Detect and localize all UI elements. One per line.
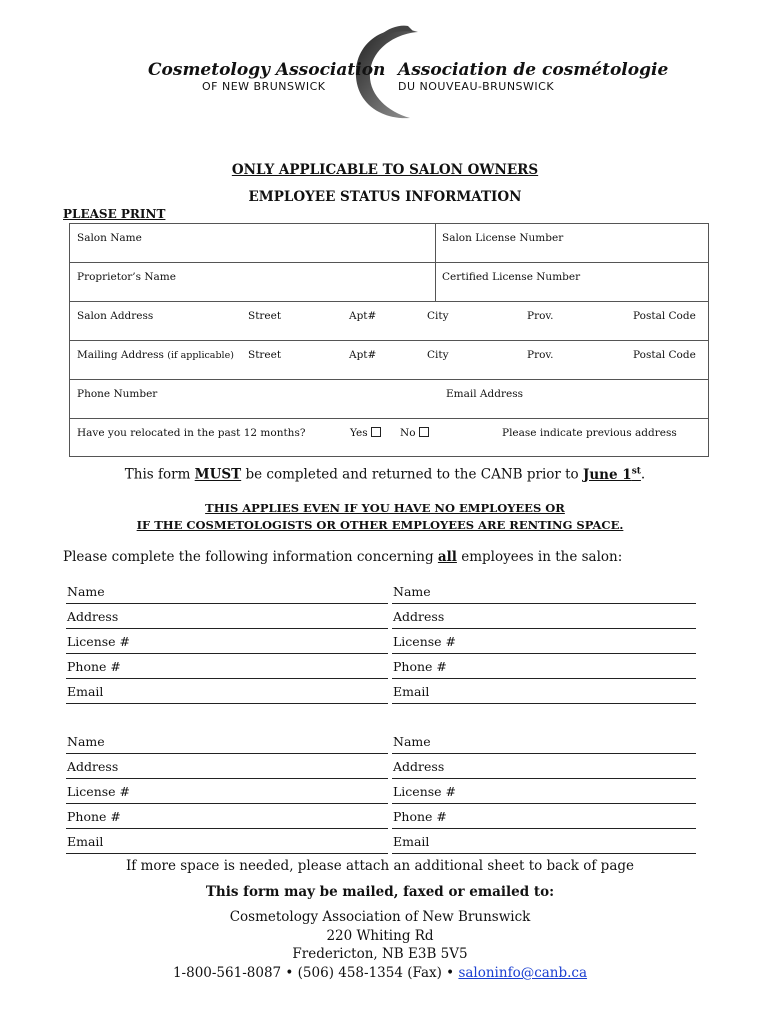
employee-name-field[interactable] xyxy=(392,580,696,604)
employee-address-field[interactable] xyxy=(392,755,696,779)
proprietor-row xyxy=(70,263,708,302)
proprietor-name-field[interactable]: Proprietor’s Name xyxy=(77,271,176,283)
salon-name-row xyxy=(70,224,708,263)
employee-license-field[interactable] xyxy=(392,780,696,804)
employee-address-field[interactable] xyxy=(66,755,388,779)
employee-address-field[interactable] xyxy=(392,605,696,629)
employee-license-label: License # xyxy=(393,784,457,799)
org-city: Fredericton, NB E3B 5V5 xyxy=(292,946,468,962)
employee-phone-label: Phone # xyxy=(393,659,447,674)
logo-french-region: DU NOUVEAU-BRUNSWICK xyxy=(398,80,555,93)
employee-phone-label: Phone # xyxy=(67,659,121,674)
applies-notice-line1: THIS APPLIES EVEN IF YOU HAVE NO EMPLOYEES OR xyxy=(205,501,565,515)
org-name: Cosmetology Association of New Brunswick xyxy=(229,909,531,925)
employee-email-field[interactable] xyxy=(392,830,696,854)
employee-name-field[interactable] xyxy=(66,580,388,604)
employee-address-label: Address xyxy=(67,759,119,774)
employee-name-field[interactable] xyxy=(392,730,696,754)
employee-phone-field[interactable] xyxy=(392,805,696,829)
deadline-notice: This form MUST be completed and returned to the CANB prior to June 1st. xyxy=(124,466,646,483)
employee-phone-field[interactable] xyxy=(66,805,388,829)
employee-address-label: Address xyxy=(393,609,445,624)
certified-license-field[interactable]: Certified License Number xyxy=(442,271,581,283)
employee-name-label: Name xyxy=(393,734,431,749)
phone-number-field[interactable]: Phone Number xyxy=(77,388,158,400)
mailing-instruction: This form may be mailed, faxed or emailed to: xyxy=(205,884,555,900)
logo-french-name: Association de cosmétologie xyxy=(398,60,669,80)
page-subtitle: EMPLOYEE STATUS INFORMATION xyxy=(248,189,522,205)
email-link[interactable]: saloninfo@canb.ca xyxy=(458,965,588,981)
employee-license-label: License # xyxy=(67,634,131,649)
employee-email-label: Email xyxy=(393,684,430,699)
employee-name-label: Name xyxy=(67,584,105,599)
employee-license-label: License # xyxy=(393,634,457,649)
please-print-label: PLEASE PRINT xyxy=(63,207,166,221)
previous-address-field[interactable]: Please indicate previous address xyxy=(502,427,677,439)
employee-license-field[interactable] xyxy=(66,630,388,654)
mailing-street-field[interactable]: Street xyxy=(248,349,282,361)
employee-license-field[interactable] xyxy=(392,630,696,654)
page-title: ONLY APPLICABLE TO SALON OWNERS xyxy=(231,162,539,178)
salon-apt-field[interactable]: Apt# xyxy=(349,310,377,322)
relocated-no-option[interactable]: No xyxy=(400,427,429,439)
employee-address-label: Address xyxy=(393,759,445,774)
salon-address-label: Salon Address xyxy=(77,310,154,322)
no-checkbox[interactable] xyxy=(419,427,429,437)
employee-phone-field[interactable] xyxy=(66,655,388,679)
org-contact: 1-800-561-8087 • (506) 458-1354 (Fax) • saloninfo@canb.ca xyxy=(172,965,588,981)
employee-address-field[interactable] xyxy=(66,605,388,629)
employee-name-label: Name xyxy=(67,734,105,749)
mailing-city-field[interactable]: City xyxy=(427,349,449,361)
mailing-apt-field[interactable]: Apt# xyxy=(349,349,377,361)
yes-checkbox[interactable] xyxy=(371,427,381,437)
relocated-row xyxy=(70,419,708,458)
employee-phone-field[interactable] xyxy=(392,655,696,679)
complete-instruction: Please complete the following information concerning all employees in the salon: xyxy=(63,549,623,565)
employee-email-label: Email xyxy=(67,684,104,699)
canb-logo xyxy=(140,20,669,130)
applies-notice-line2: IF THE COSMETOLOGISTS OR OTHER EMPLOYEES ARE RENTING SPACE. xyxy=(136,518,624,532)
mailing-address-row xyxy=(70,341,708,380)
employee-email-label: Email xyxy=(67,834,104,849)
contact-row xyxy=(70,380,708,419)
salon-name-field[interactable]: Salon Name xyxy=(77,232,142,244)
employee-license-label: License # xyxy=(67,784,131,799)
logo-english-name: Cosmetology Association xyxy=(148,60,386,80)
salon-postal-field[interactable]: Postal Code xyxy=(633,310,696,322)
email-address-field[interactable]: Email Address xyxy=(446,388,523,400)
salon-license-field[interactable]: Salon License Number xyxy=(442,232,564,244)
relocated-question: Have you relocated in the past 12 months? xyxy=(77,427,306,439)
employee-phone-label: Phone # xyxy=(67,809,121,824)
salon-address-row xyxy=(70,302,708,341)
relocated-yes-option[interactable]: Yes xyxy=(350,427,381,439)
employee-license-field[interactable] xyxy=(66,780,388,804)
employee-name-label: Name xyxy=(393,584,431,599)
employee-address-label: Address xyxy=(67,609,119,624)
employee-email-field[interactable] xyxy=(66,680,388,704)
salon-street-field[interactable]: Street xyxy=(248,310,282,322)
logo-english-region: OF NEW BRUNSWICK xyxy=(202,80,326,93)
employee-email-label: Email xyxy=(393,834,430,849)
more-space-note: If more space is needed, please attach an additional sheet to back of page xyxy=(125,858,635,874)
mailing-address-label: Mailing Address (if applicable) xyxy=(77,349,234,361)
employee-phone-label: Phone # xyxy=(393,809,447,824)
employee-email-field[interactable] xyxy=(66,830,388,854)
mailing-prov-field[interactable]: Prov. xyxy=(527,349,554,361)
org-street: 220 Whiting Rd xyxy=(326,928,434,944)
employee-email-field[interactable] xyxy=(392,680,696,704)
mailing-postal-field[interactable]: Postal Code xyxy=(633,349,696,361)
salon-city-field[interactable]: City xyxy=(427,310,449,322)
salon-info-table xyxy=(69,223,709,457)
employee-name-field[interactable] xyxy=(66,730,388,754)
salon-prov-field[interactable]: Prov. xyxy=(527,310,554,322)
